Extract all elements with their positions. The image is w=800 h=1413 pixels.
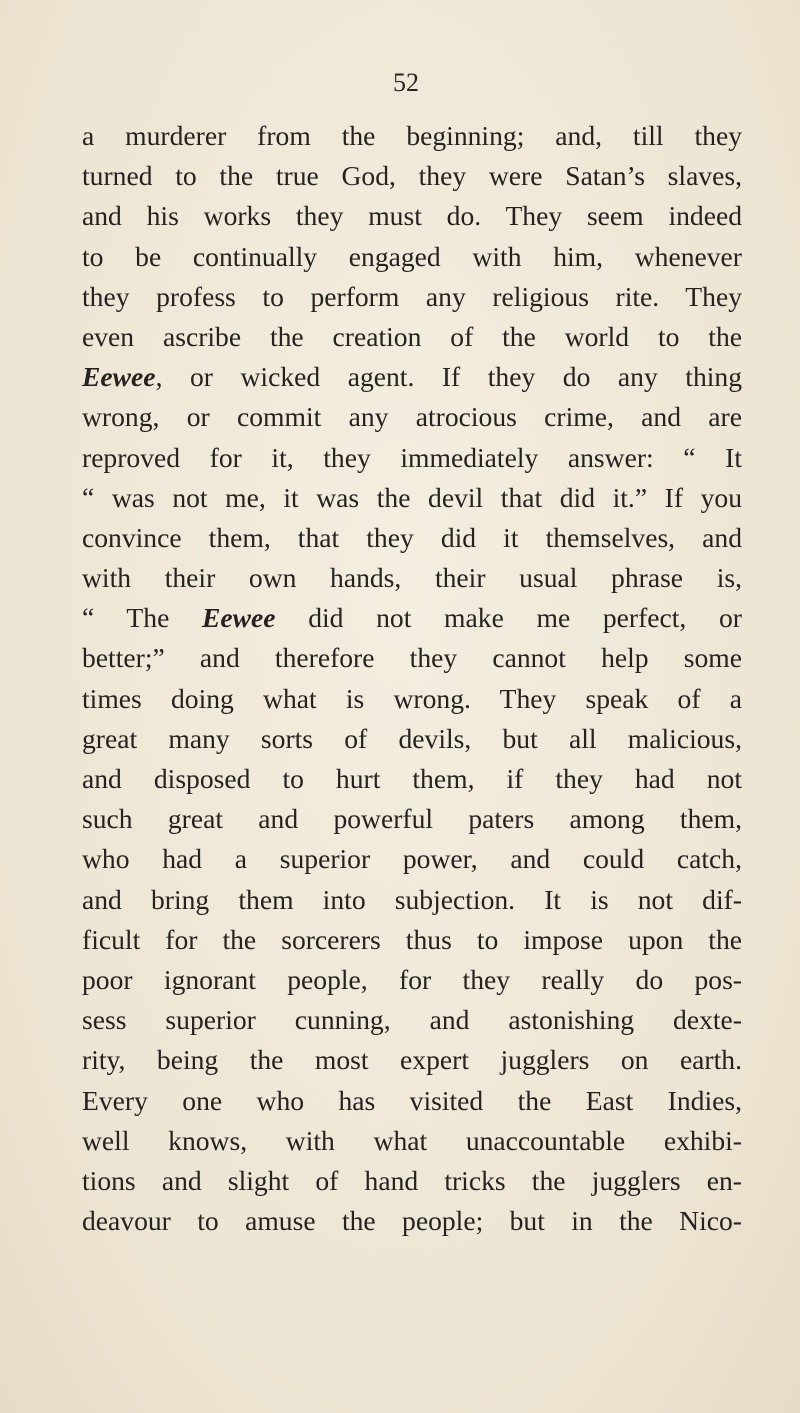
text-line: Every one who has visited the East Indies, (82, 1084, 742, 1116)
text-line: ficult for the sorcerers thus to impose upon the (82, 923, 742, 955)
italic-term: Eewee (201, 602, 276, 634)
text-line: and bring them into subjection. It is not dif- (82, 883, 742, 915)
text-line: better;” and therefore they cannot help some (82, 642, 742, 674)
text-line: convince them, that they did it themselves, and (82, 521, 742, 553)
text-line: and disposed to hurt them, if they had not (82, 763, 742, 794)
text-line: Eewee, or wicked agent. If they do any thing (82, 361, 742, 393)
text-line: rity, being the most expert jugglers on earth. (82, 1044, 742, 1076)
text-line: “ was not me, it was the devil that did it.” If you (82, 481, 742, 513)
text-line: poor ignorant people, for they really do pos- (82, 963, 742, 995)
text-line: deavour to amuse the people; but in the Nico- (82, 1205, 742, 1237)
text-line: to be continually engaged with him, whenever (82, 240, 742, 272)
text-line: such great and powerful paters among them, (82, 803, 742, 835)
text-line: times doing what is wrong. They speak of a (82, 682, 742, 714)
text-line: “ The Eewee did not make me perfect, or (82, 602, 742, 634)
text-line: turned to the true God, they were Satan’s slaves, (82, 160, 742, 192)
text-line: tions and slight of hand tricks the jugglers en- (82, 1164, 742, 1196)
body-text (82, 116, 742, 1241)
italic-term: Eewee (82, 361, 156, 393)
text-line: even ascribe the creation of the world to the (82, 320, 742, 352)
text-line: great many sorts of devils, but all malicious, (82, 722, 742, 754)
page-number: 52 (393, 68, 419, 97)
text-line: a murderer from the beginning; and, till they (82, 120, 742, 151)
text-line: with their own hands, their usual phrase is, (82, 562, 742, 594)
text-line: sess superior cunning, and astonishing dexte- (82, 1004, 742, 1036)
text-line: wrong, or commit any atrocious crime, and are (82, 401, 742, 433)
text-line: reproved for it, they immediately answer: “ It (82, 441, 742, 473)
text-line: they profess to perform any religious rite. They (82, 280, 742, 312)
text-line: well knows, with what unaccountable exhibi- (82, 1124, 742, 1156)
text-line: who had a superior power, and could catch, (82, 843, 742, 875)
text-line: and his works they must do. They seem indeed (82, 200, 742, 232)
